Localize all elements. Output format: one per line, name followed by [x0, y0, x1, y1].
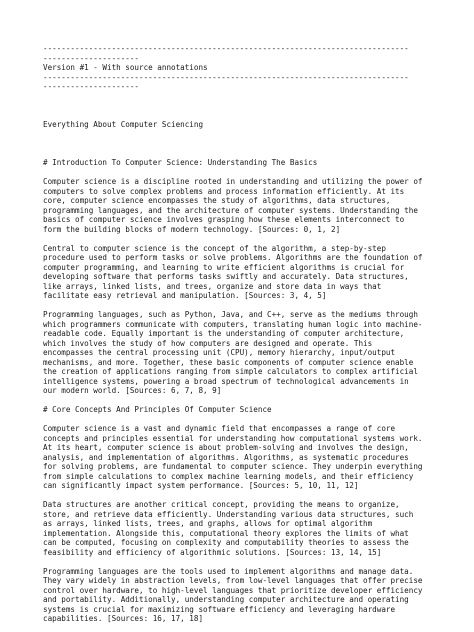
- paragraph-line: At its heart, computer science is about problem-solving and involves the design,: [43, 443, 409, 452]
- section-core-concepts: [43, 405, 443, 624]
- paragraph: [43, 310, 443, 396]
- paragraph-line: implementation. Alongside this, computational theory explores the limits of what: [43, 528, 409, 538]
- paragraph-line: capabilities. [Sources: 16, 17, 18]: [43, 614, 204, 623]
- section-heading: # Introduction To Computer Science: Understanding The Basics: [43, 158, 318, 167]
- document-title: Everything About Computer Sciencing: [43, 120, 204, 129]
- version-line: Version #1 - With source annotations: [43, 63, 208, 72]
- paragraph-line: feasibility and efficiency of algorithmic solutions. [Sources: 13, 14, 15]: [43, 547, 382, 557]
- paragraph-line: concepts and principles essential for understanding how computational systems work.: [43, 433, 423, 443]
- paragraph-line: like arrays, linked lists, and trees, organize and store data in ways that: [43, 281, 382, 291]
- paragraph: [43, 424, 443, 491]
- paragraph-line: our modern world. [Sources: 6, 7, 8, 9]: [43, 386, 222, 395]
- paragraph-line: programming languages, and the architecture of computer systems. Understanding the: [43, 205, 418, 215]
- paragraph: [43, 244, 443, 301]
- paragraph-line: and portability. Additionally, understanding computer architecture and operating: [43, 595, 409, 604]
- header-rule: ---------------------: [43, 53, 140, 63]
- paragraph-line: readable code. Equally important is the understanding of computer architecture,: [43, 329, 405, 338]
- paragraph-line: can significantly impact system performance. [Sources: 5, 10, 11, 12]: [43, 481, 359, 490]
- section-heading: # Core Concepts And Principles Of Computer Science: [43, 405, 272, 414]
- paragraph-line: Programming languages are the tools used to implement algorithms and manage data.: [43, 566, 414, 576]
- section-introduction: [43, 158, 443, 405]
- paragraph-line: intelligence systems, powering a broad spectrum of technological advancements in: [43, 376, 409, 386]
- paragraph-line: from simple calculations to complex machine learning models, and their efficiency: [43, 471, 414, 481]
- paragraph-line: can be computed, focusing on complexity and computability theories to assess the: [43, 538, 409, 547]
- header-rule: ---------------------: [43, 82, 140, 91]
- paragraph-line: analysis, and implementation of algorithms. Algorithms, as systematic procedures: [43, 452, 409, 462]
- paragraph-line: control over hardware, to high-level languages that prioritize developer efficiency: [43, 585, 423, 595]
- paragraph-line: computers to solve complex problems and process information efficiently. At its: [43, 186, 405, 196]
- document-body: [43, 44, 443, 624]
- paragraph-line: which programmers communicate with computers, translating human logic into machine-: [43, 319, 423, 329]
- paragraph-line: Programming languages, such as Python, Java, and C++, serve as the mediums through: [43, 310, 418, 319]
- paragraph-line: for solving problems, are fundamental to computer science. They underpin everything: [43, 462, 423, 471]
- paragraph: [43, 500, 443, 557]
- paragraph-line: encompasses the central processing unit (CPU), memory hierarchy, input/output: [43, 348, 396, 357]
- paragraph-line: basics of computer science involves grasping how these elements interconnect to: [43, 215, 405, 224]
- paragraph-line: core, computer science encompasses the study of algorithms, data structures,: [43, 196, 391, 205]
- paragraph-line: which involves the study of how computers are designed and operate. This: [43, 338, 373, 348]
- paragraph-line: Data structures are another critical concept, providing the means to organize,: [43, 500, 400, 509]
- header-rule: --------------------------------------------------------------------------------: [43, 44, 409, 53]
- paragraph-line: store, and retrieve data efficiently. Understanding various data structures, such: [43, 509, 414, 519]
- paragraph-line: procedure used to perform tasks or solve problems. Algorithms are the foundation of: [43, 253, 423, 262]
- paragraph-line: systems is crucial for maximizing software efficiency and leveraging hardware: [43, 604, 396, 614]
- paragraph-line: They vary widely in abstraction levels, from low-level languages that offer precise: [43, 576, 423, 585]
- paragraph: [43, 567, 443, 624]
- paragraph-line: Computer science is a discipline rooted in understanding and utilizing the power of: [43, 177, 423, 186]
- paragraph-line: computer programming, and learning to write efficient algorithms is crucial for: [43, 262, 405, 272]
- paragraph: [43, 177, 443, 234]
- paragraph-line: developing software that performs tasks swiftly and accurately. Data structures,: [43, 272, 409, 281]
- header-rule: --------------------------------------------------------------------------------: [43, 72, 409, 82]
- paragraph-line: mechanisms, and more. Together, these basic components of computer science enable: [43, 357, 414, 367]
- paragraph-line: form the building blocks of modern technology. [Sources: 0, 1, 2]: [43, 224, 341, 234]
- paragraph-line: facilitate easy retrieval and manipulation. [Sources: 3, 4, 5]: [43, 291, 327, 300]
- paragraph-line: Computer science is a vast and dynamic field that encompasses a range of core: [43, 424, 396, 433]
- paragraph-line: Central to computer science is the concept of the algorithm, a step-by-step: [43, 243, 386, 253]
- paragraph-line: as arrays, linked lists, trees, and graphs, allows for optimal algorithm: [43, 519, 373, 528]
- paragraph-line: the creation of applications ranging from simple calculators to complex artificial: [43, 367, 418, 376]
